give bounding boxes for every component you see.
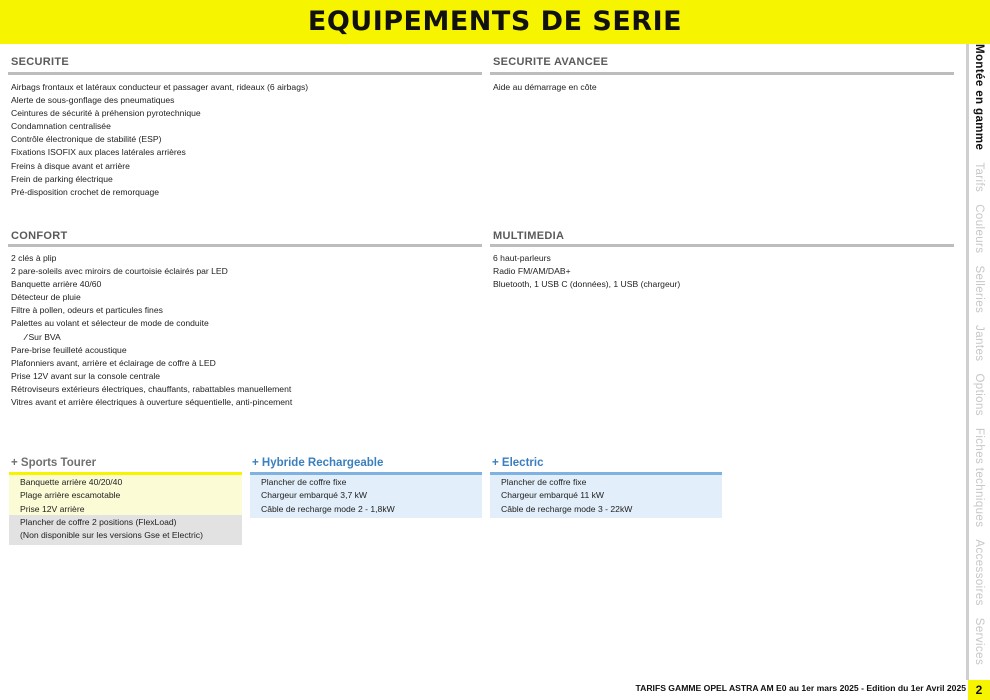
header-banner [0,0,990,44]
variant-title-hybride: + Hybride Rechargeable [252,457,384,469]
list-item: Vitres avant et arrière électriques à ouverture séquentielle, anti-pincement [11,397,293,408]
list-item: Radio FM/AM/DAB+ [493,266,571,277]
section-title-securite-avancee: SECURITE AVANCEE [493,56,609,68]
section-divider [490,72,954,75]
tab-jantes[interactable]: Jantes [973,325,985,362]
section-title-confort: CONFORT [11,230,68,242]
footer-text: TARIFS GAMME OPEL ASTRA AM E0 au 1er mars 2025 - Edition du 1er Avril 2025 [635,683,966,693]
list-item: Plancher de coffre fixe [501,477,587,487]
list-item: Frein de parking électrique [11,173,113,184]
tab-selleries[interactable]: Selleries [973,265,985,314]
tab-tarifs[interactable]: Tarifs [973,162,985,193]
variant-box-sports-tourer [9,472,242,518]
confort-list [11,252,292,409]
list-item: Banquette arrière 40/20/40 [20,477,123,487]
variant-title-electric: + Electric [492,457,544,469]
section-divider [490,244,954,247]
list-item: Fixations ISOFIX aux places latérales arrières [11,147,186,158]
page-number: 2 [968,680,990,700]
note-line: Plancher de coffre 2 positions (FlexLoad) [20,517,177,527]
list-item: Câble de recharge mode 3 - 22kW [501,503,633,514]
list-item: Bluetooth, 1 USB C (données), 1 USB (chargeur) [493,279,681,290]
section-divider [8,72,482,75]
list-item: Plage arrière escamotable [20,490,121,501]
variant-box-hybride [250,472,482,518]
list-item: Ceintures de sécurité à préhension pyrotechnique [11,108,201,119]
page-title: EQUIPEMENTS DE SERIE [307,6,683,37]
list-item: Câble de recharge mode 2 - 1,8kW [261,503,395,514]
list-item: Plancher de coffre fixe [261,477,347,487]
variant-note-sports-tourer [9,515,242,545]
list-subitem: ∕ Sur BVA [11,331,292,344]
list-item: Palettes au volant et sélecteur de mode de conduite [11,318,209,329]
list-item: Prise 12V avant sur la console centrale [11,370,161,381]
tab-services[interactable]: Services [973,617,985,666]
list-item: 6 haut-parleurs [493,253,551,263]
tab-options[interactable]: Options [973,373,985,416]
list-item: Rétroviseurs extérieurs électriques, chauffants, rabattables manuellement [11,383,292,394]
section-title-multimedia: MULTIMEDIA [493,230,565,242]
side-nav [966,44,990,680]
tab-couleurs[interactable]: Couleurs [973,204,985,254]
list-item: Alerte de sous-gonflage des pneumatiques [11,95,175,106]
section-title-securite: SECURITE [11,56,70,68]
multimedia-list [493,252,680,291]
list-item: Airbags frontaux et latéraux conducteur et passager avant, rideaux (6 airbags) [11,82,309,92]
list-item: Freins à disque avant et arrière [11,160,130,171]
list-item: Détecteur de pluie [11,292,81,303]
list-item: Banquette arrière 40/60 [11,279,102,290]
list-item: Condamnation centralisée [11,121,111,132]
list-item: 2 clés à plip [11,253,57,263]
tab-accessoires[interactable]: Accessoires [973,539,985,606]
list-item: Plafonniers avant, arrière et éclairage de coffre à LED [11,357,216,368]
list-item: Pare-brise feuilleté acoustique [11,344,127,355]
variant-box-electric [490,472,722,518]
tab-montee-en-gamme[interactable]: Montée en gamme [973,44,985,151]
list-item: Chargeur embarqué 3,7 kW [261,490,368,501]
note-line: (Non disponible sur les versions Gse et Electric) [20,530,203,541]
list-item: 2 pare-soleils avec miroirs de courtoisie éclairés par LED [11,266,228,277]
tab-fiches-techniques[interactable]: Fiches techniques [973,427,985,528]
list-item: Contrôle électronique de stabilité (ESP) [11,134,162,145]
securite-list [11,81,308,199]
list-item: Aide au démarrage en côte [493,82,597,92]
securite-avancee-list [493,81,597,94]
list-item: Chargeur embarqué 11 kW [501,490,605,501]
list-item: Pré-disposition crochet de remorquage [11,186,160,197]
section-divider [8,244,482,247]
list-item: Filtre à pollen, odeurs et particules fines [11,305,163,316]
variant-title-sports-tourer: + Sports Tourer [11,457,97,469]
list-item: Prise 12V arrière [20,503,85,514]
